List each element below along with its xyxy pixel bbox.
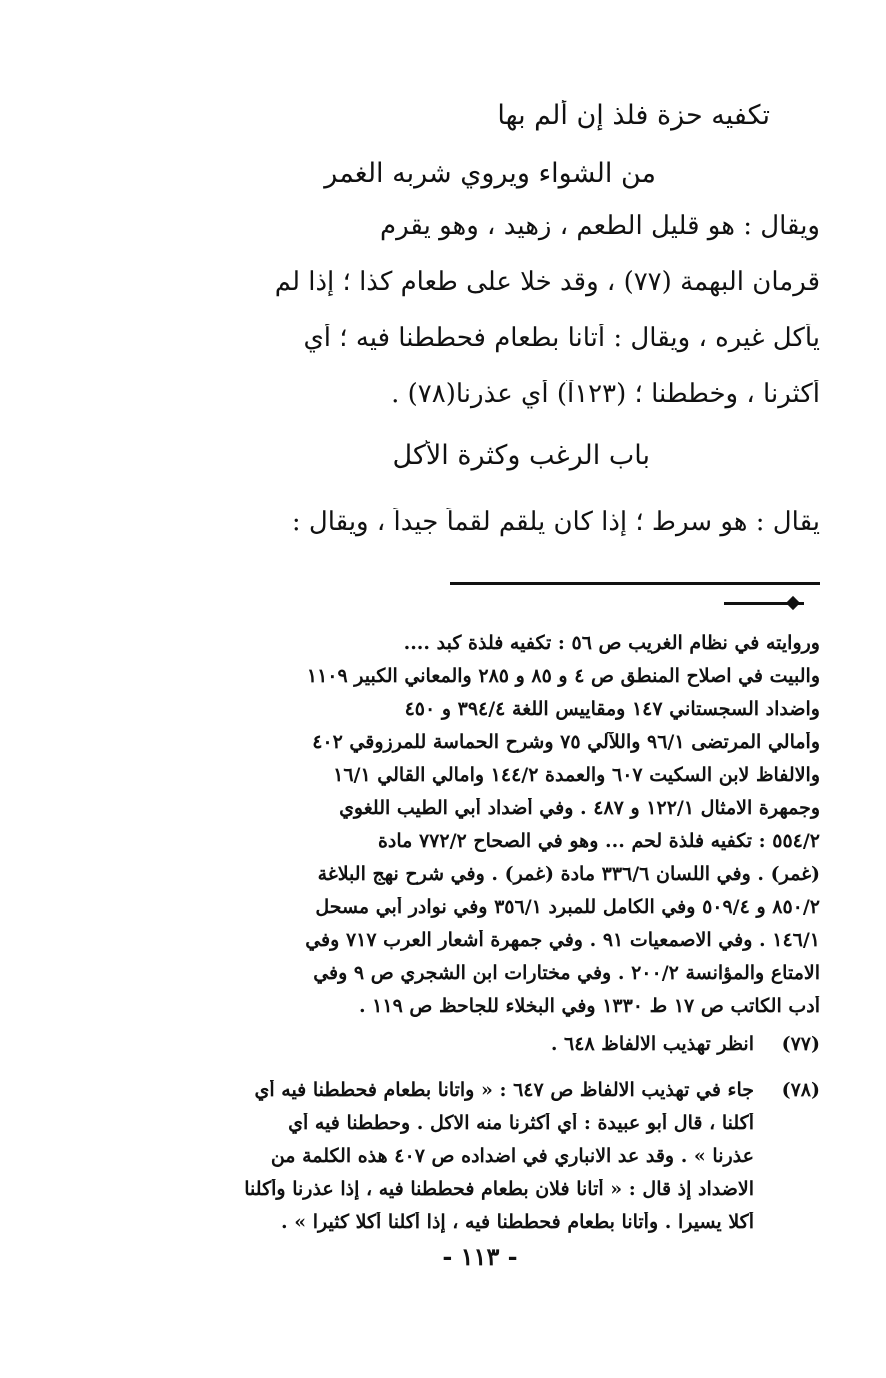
- verse-hemistich-1: تكفيه حزة فلذ إن ألم بها: [497, 100, 770, 131]
- footnote-line: والبيت في اصلاح المنطق ص ٤ و ٨٥ و ٢٨٥ والمعاني الكبير ١١٠٩: [306, 666, 820, 687]
- footnote-line: ٥٥٤/٢ : تكفيه فلذة لحم ... وهو في الصحاح ٧٧٢/٢ مادة: [377, 831, 820, 852]
- footnote-line: أدب الكاتب ص ١٧ ط ١٣٣٠ وفي البخلاء للجاحظ ص ١١٩ .: [358, 996, 820, 1017]
- footnote-78-number: (٧٨): [781, 1080, 820, 1101]
- paragraph-line: يقال : هو سرط ؛ إذا كان يلقم لقماً جيداً ، ويقال :: [291, 508, 820, 537]
- paragraph-line: يأكل غيره ، ويقال : أتانا بطعام فحططنا فيه ؛ أي: [303, 324, 820, 353]
- footnote-line: ٨٥٠/٢ و ٥٠٩/٤ وفي الكامل للمبرد ٣٥٦/١ وفي نوادر أبي مسحل: [315, 897, 820, 918]
- separator-ornament-diamond: [786, 596, 800, 610]
- footnote-line: عذرنا » . وقد عد الانباري في اضداده ص ٤٠٧ هذه الكلمة من: [270, 1146, 754, 1167]
- footnote-77-number: (٧٧): [781, 1034, 820, 1055]
- footnote-line: وروايته في نظام الغريب ص ٥٦ : تكفيه فلذة كبد ....: [403, 633, 820, 654]
- footnote-line: ١٤٦/١ . وفي الاصمعيات ٩١ . وفي جمهرة أشعار العرب ٧١٧ وفي: [305, 930, 820, 951]
- footnote-line: أكلا يسيرا . وأتانا بطعام فحططنا فيه ، إذا أكلنا أكلا كثيرا » .: [281, 1212, 754, 1233]
- footnote-line: (غمر) . وفي اللسان ٣٣٦/٦ مادة (غمر) . وفي شرح نهج البلاغة: [317, 864, 820, 885]
- footnote-separator: [450, 582, 820, 585]
- footnote-line: وجمهرة الامثال ١٢٢/١ و ٤٨٧ . وفي أضداد أبي الطيب اللغوي: [339, 798, 820, 819]
- footnote-line: والالفاظ لابن السكيت ٦٠٧ والعمدة ١٤٤/٢ وامالي القالي ١٦/١: [333, 765, 820, 786]
- page-number: - ١١٣ -: [442, 1242, 518, 1271]
- paragraph-line: ويقال : هو قليل الطعم ، زهيد ، وهو يقرم: [379, 212, 820, 241]
- footnote-line: الامتاع والمؤانسة ٢٠٠/٢ . وفي مختارات ابن الشجري ص ٩ وفي: [313, 963, 820, 984]
- footnote-line: وأمالي المرتضى ٩٦/١ واللآلي ٧٥ وشرح الحماسة للمرزوقي ٤٠٢: [312, 732, 820, 753]
- paragraph-line: قرمان البهمة (٧٧) ، وقد خلا على طعام كذا ؛ إذا لم: [274, 268, 820, 297]
- footnote-line: أكلنا ، قال أبو عبيدة : أي أكثرنا منه الاكل . وحططنا فيه أي: [288, 1113, 754, 1134]
- footnote-line: جاء في تهذيب الالفاظ ص ٦٤٧ : « واتانا بطعام فحططنا فيه أي: [254, 1080, 754, 1101]
- paragraph-line: أكثرنا ، وخططنا ؛ (١٢٣آ) أي عذرنا(٧٨) .: [391, 380, 820, 409]
- footnote-line: واضداد السجستاني ١٤٧ ومقاييس اللغة ٣٩٤/٤ و ٤٥٠: [404, 699, 820, 720]
- section-title: باب الرغب وكثرة الأكل: [392, 440, 650, 471]
- footnote-line: الاضداد إذ قال : « أتانا فلان بطعام فحططنا فيه ، إذا عذرنا وأكلنا: [244, 1179, 754, 1200]
- footnote-77-text: انظر تهذيب الالفاظ ٦٤٨ .: [550, 1034, 754, 1055]
- verse-hemistich-2: من الشواء ويروي شربه الغمر: [324, 158, 656, 189]
